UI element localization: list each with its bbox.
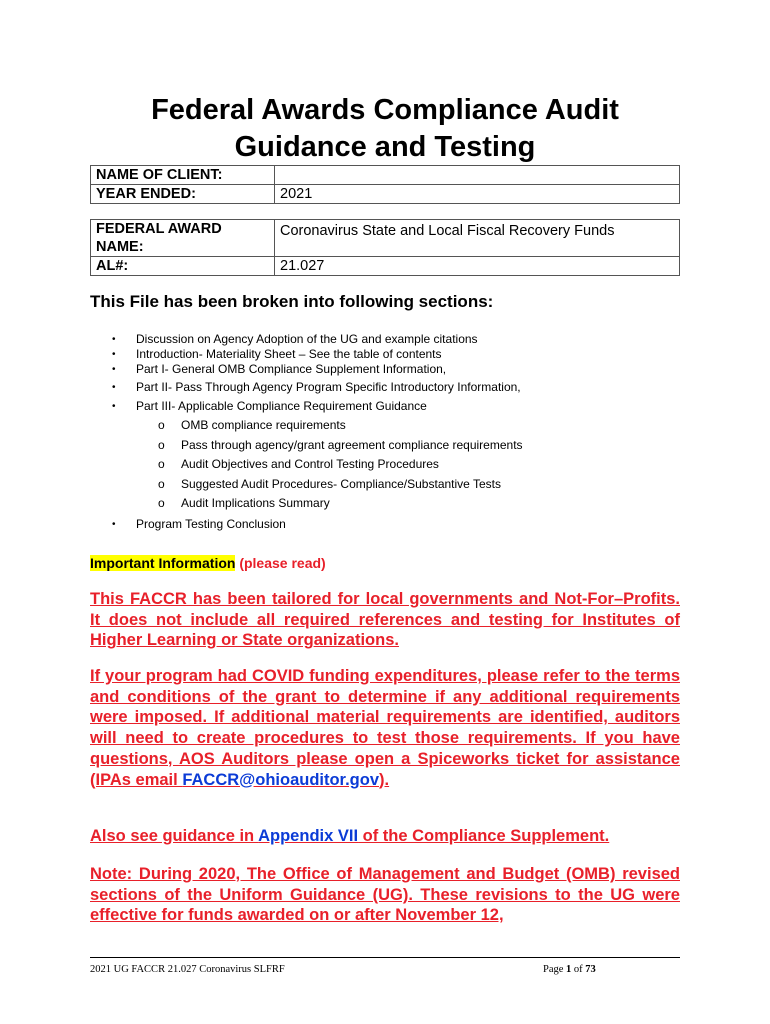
year-ended-value: 2021 [275,185,680,204]
list-item: • Part II- Pass Through Agency Program Specific Introductory Information, [112,380,521,394]
bullet-icon: • [112,334,116,345]
client-info-table [90,165,680,204]
client-name-value [275,166,680,185]
omb-revision-note: Note: During 2020, The Office of Management and Budget (OMB) revised sections of the Uniform Guidance (UG). These revisions to the UG were effective for funds awarded on or after November 12, [90,865,680,925]
sub-bullet-icon: o [158,457,165,471]
covid-funding-notice: If your program had COVID funding expenditures, please refer to the terms and conditions of the grant to determine if any additional requirements were imposed. If additional material requirements are identified, auditors will need to create procedures to test those requirements. If you have questions, AOS Auditors please open a Spiceworks ticket for assistance (IPAs email FACCR@ohioauditor.gov). [90,667,680,789]
sub-bullet-icon: o [158,418,165,432]
sub-list-item: o Pass through agency/grant agreement compliance requirements [90,436,680,456]
client-name-label: NAME OF CLIENT: [91,166,275,185]
bullet-icon: • [112,364,116,375]
appendix-vii-link[interactable]: Appendix VII [258,827,359,845]
subsections-list [136,416,680,514]
award-name-label: FEDERAL AWARD NAME: [91,220,275,257]
please-read-note: (please read) [239,555,326,571]
list-item: • Part III- Applicable Compliance Requirement Guidance o OMB compliance requirements o Pass through agency/grant agreement compliance requirements o Audit Objectives and Control Testing Procedures o Suggested Audit Procedures- Compliance/Substantive Tests o Audit Implications Summary [90,399,680,514]
footer-divider [90,957,680,958]
al-number-value: 21.027 [275,257,680,276]
sub-bullet-icon: o [158,496,165,510]
faccr-email-link[interactable]: FACCR@ohioauditor.gov [182,770,379,789]
sub-bullet-icon: o [158,476,165,491]
list-item: • Discussion on Agency Adoption of the UG and example citations [112,332,478,346]
sub-list-item: o Suggested Audit Procedures- Compliance/Substantive Tests [90,475,680,495]
title-line-2: Guidance and Testing [234,131,536,163]
sub-list-item: o Audit Objectives and Control Testing Procedures [90,455,680,475]
important-label: Important Information [90,555,236,571]
bullet-icon: • [112,349,116,360]
year-ended-label: YEAR ENDED: [91,185,275,204]
list-item: • Introduction- Materiality Sheet – See the table of contents [112,347,442,361]
award-info-table [90,219,680,276]
sub-list-item: o OMB compliance requirements [90,416,680,436]
al-number-label: AL#: [91,257,275,276]
footer-page-number: Page 1 of 73 [543,964,596,975]
tailored-notice: This FACCR has been tailored for local governments and Not-For–Profits. It does not include all required references and testing for Institutes of Higher Learning or State organizations. [90,590,680,650]
title-line-1: Federal Awards Compliance Audit [151,94,619,126]
sub-bullet-icon: o [158,437,165,452]
bullet-icon: • [112,518,116,530]
appendix-notice: Also see guidance in Appendix VII of the Compliance Supplement. [90,827,610,845]
important-information [90,555,326,571]
document-title [90,92,680,166]
sub-list-item: o Audit Implications Summary [90,494,680,514]
list-item: • Part I- General OMB Compliance Supplement Information, [112,362,447,376]
footer-document-id: 2021 UG FACCR 21.027 Coronavirus SLFRF [90,964,285,975]
sections-list [90,332,680,532]
bullet-icon: • [112,382,116,393]
list-item: • Program Testing Conclusion [112,516,286,531]
bullet-icon: • [112,401,116,412]
award-name-value: Coronavirus State and Local Fiscal Recovery Funds [275,220,680,257]
sections-heading: This File has been broken into following sections: [90,292,494,311]
